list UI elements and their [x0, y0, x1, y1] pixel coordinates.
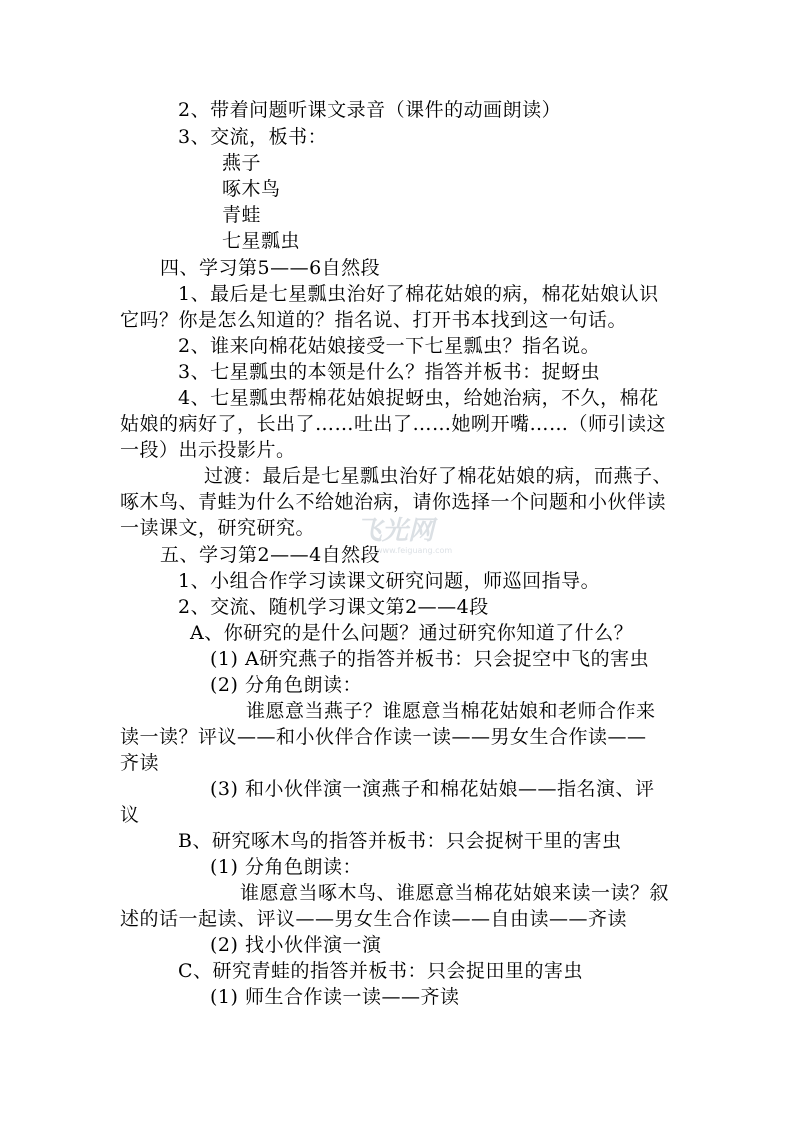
text-line: (1) 分角色朗读：	[210, 856, 362, 878]
text-line: (1) A研究燕子的指答并板书：只会捉空中飞的害虫	[210, 648, 650, 670]
text-line: 2、谁来向棉花姑娘接受一下七星瓢虫？指名说。	[178, 335, 601, 357]
board-item: 啄木鸟	[222, 178, 281, 200]
text-line: 1、小组合作学习读课文研究问题，师巡回指导。	[178, 570, 601, 592]
text-line: 4、七星瓢虫帮棉花姑娘捉蚜虫，给她治病，不久，棉花	[178, 387, 659, 409]
text-line: 一段）出示投影片。	[120, 439, 296, 461]
text-line: 1、最后是七星瓢虫治好了棉花姑娘的病，棉花姑娘认识	[178, 283, 659, 305]
board-item: 燕子	[222, 152, 262, 174]
section-heading: 五、学习第2——4自然段	[160, 544, 381, 566]
board-item: 七星瓢虫	[222, 230, 301, 252]
text-line: 读一读？评议——和小伙伴合作读一读——男女生合作读——	[120, 726, 647, 748]
text-line: C、研究青蛙的指答并板书：只会捉田里的害虫	[178, 960, 584, 982]
section-heading: 四、学习第5——6自然段	[160, 257, 381, 279]
text-line: 2、带着问题听课文录音（课件的动画朗读）	[178, 99, 562, 121]
text-line: 3、七星瓢虫的本领是什么？指答并板书：捉蚜虫	[178, 361, 601, 383]
text-line: 过渡：最后是七星瓢虫治好了棉花姑娘的病，而燕子、	[204, 465, 673, 487]
text-line: 一读课文，研究研究。	[120, 517, 316, 539]
text-line: (1) 师生合作读一读——齐读	[210, 986, 460, 1008]
text-line: 齐读	[120, 752, 160, 774]
text-line: (3) 和小伙伴演一演燕子和棉花姑娘——指名演、评	[210, 778, 655, 800]
watermark-logo	[356, 516, 456, 560]
text-line: 谁愿意当燕子？谁愿意当棉花姑娘和老师合作来	[246, 700, 656, 722]
text-line: (2) 找小伙伴演一演	[210, 934, 382, 956]
watermark-url: www.feiguang.com	[376, 546, 453, 555]
text-line: 议	[120, 804, 140, 826]
text-line: A、你研究的是什么问题？通过研究你知道了什么？	[190, 622, 634, 644]
text-line: (2) 分角色朗读：	[210, 674, 362, 696]
text-line: 姑娘的病好了，长出了……吐出了……她咧开嘴……（师引读这	[120, 413, 667, 435]
watermark-logo-text: 飞光网	[356, 516, 435, 546]
text-line: 啄木鸟、青蛙为什么不给她治病，请你选择一个问题和小伙伴读	[120, 491, 667, 513]
text-line: B、研究啄木鸟的指答并板书：只会捉树干里的害虫	[178, 830, 622, 852]
text-line: 2、交流、随机学习课文第2——4段	[178, 596, 489, 618]
text-line: 它吗？你是怎么知道的？指名说、打开书本找到这一句话。	[120, 309, 628, 331]
board-item: 青蛙	[222, 204, 262, 226]
text-line: 3、交流，板书：	[178, 126, 328, 148]
text-line: 述的话一起读、评议——男女生合作读——自由读——齐读	[120, 908, 628, 930]
text-line: 谁愿意当啄木鸟、谁愿意当棉花姑娘来读一读？叙	[240, 882, 670, 904]
